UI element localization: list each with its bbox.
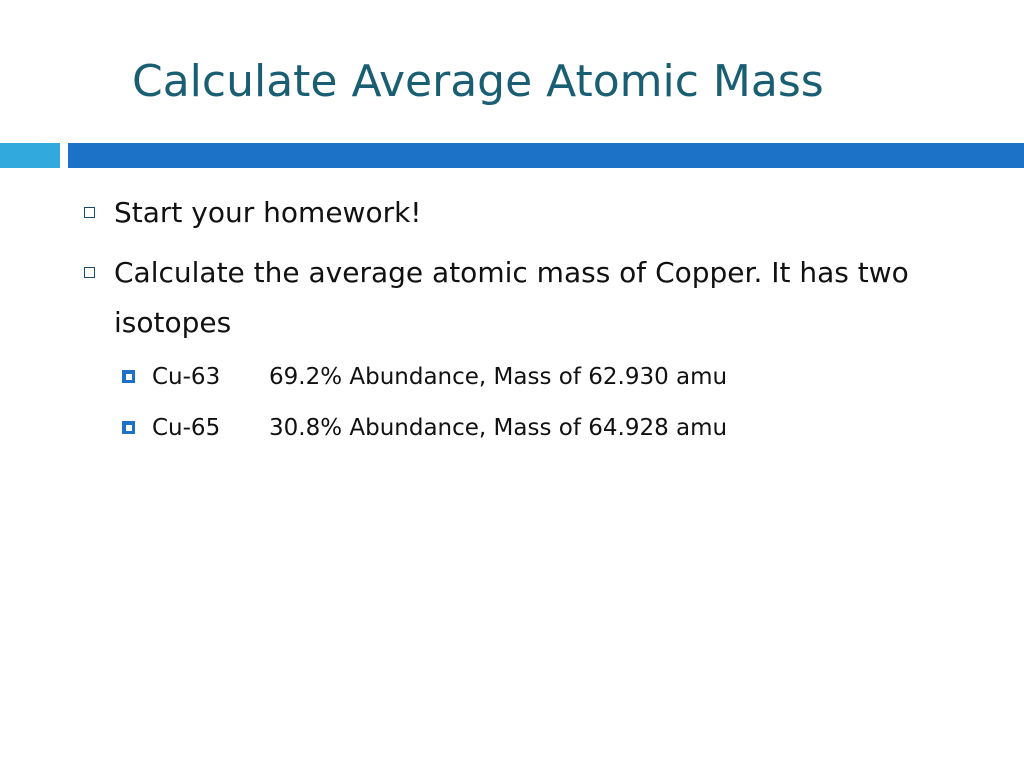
bullet-text: Start your homework! — [114, 196, 422, 229]
isotope-name: Cu-63 — [152, 364, 221, 390]
filled-square-icon — [122, 370, 135, 383]
sub-bullet-item — [152, 413, 952, 443]
filled-square-icon — [122, 421, 135, 434]
slide-title: Calculate Average Atomic Mass — [132, 56, 824, 107]
isotope-detail: 30.8% Abundance, Mass of 64.928 amu — [269, 415, 728, 441]
isotope-name: Cu-65 — [152, 415, 221, 441]
bullet-item — [114, 248, 944, 348]
hollow-square-icon — [84, 207, 95, 218]
isotope-detail: 69.2% Abundance, Mass of 62.930 amu — [269, 364, 728, 390]
bullet-item — [114, 188, 944, 238]
bullet-text: Calculate the average atomic mass of Copper. It has two isotopes — [114, 256, 909, 339]
hollow-square-icon — [84, 267, 95, 278]
sub-bullet-item — [152, 362, 952, 392]
